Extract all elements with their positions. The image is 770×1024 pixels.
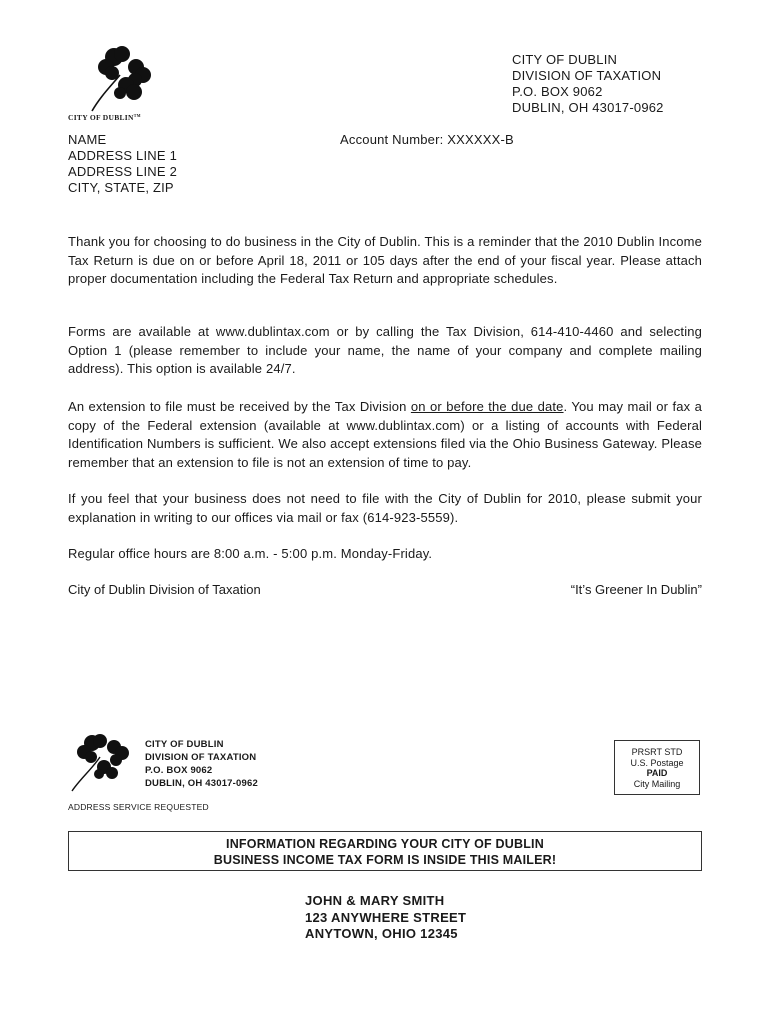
mailer-address-line: P.O. BOX 9062: [145, 765, 213, 776]
mailer-recipient-line: JOHN & MARY SMITH: [305, 893, 445, 908]
return-address-line: P.O. BOX 9062: [512, 84, 603, 99]
mailer-address-line: CITY OF DUBLIN: [145, 739, 224, 750]
extension-text-pre: An extension to file must be received by the Tax Division: [68, 399, 411, 414]
paragraph-office-hours: Regular office hours are 8:00 a.m. - 5:00 p.m. Monday-Friday.: [68, 546, 433, 561]
paragraph-extension: [68, 398, 702, 472]
signature-division: City of Dublin Division of Taxation: [68, 582, 261, 597]
return-address-line: DIVISION OF TAXATION: [512, 68, 662, 83]
paragraph-no-filing: If you feel that your business does not need to file with the City of Dublin for 2010, please submit your explanation in writing to our offices via mail or fax (614-923-5559).: [68, 491, 702, 525]
mailer-notice-box: [68, 831, 702, 871]
paragraph-reminder: Thank you for choosing to do business in the City of Dublin. This is a reminder that the 2010 Dublin Income Tax Return is due on or before April 18, 2011 or 105 days after the end of your fiscal year. Please attach proper documentation including the Federal Tax Return and appropriate schedules.: [68, 234, 702, 286]
recipient-address-line-2: ADDRESS LINE 2: [68, 164, 178, 179]
return-address: [512, 52, 664, 116]
mailer-address-line: DUBLIN, OH 43017-0962: [145, 778, 258, 789]
mailer-recipient-address: [305, 893, 466, 943]
mailer-recipient-line: ANYTOWN, OHIO 12345: [305, 926, 458, 941]
recipient-address-line-1: ADDRESS LINE 1: [68, 148, 178, 163]
recipient-city-state-zip: CITY, STATE, ZIP: [68, 180, 174, 195]
mailer-recipient-line: 123 ANYWHERE STREET: [305, 909, 467, 925]
address-service-requested: ADDRESS SERVICE REQUESTED: [68, 802, 209, 812]
signature-slogan: “It’s Greener In Dublin”: [570, 582, 702, 597]
notice-line: INFORMATION REGARDING YOUR CITY OF DUBLIN: [226, 837, 544, 851]
postage-indicia: [614, 740, 700, 795]
logo-caption-text: CITY OF DUBLIN: [68, 113, 134, 122]
postage-line: U.S. Postage: [630, 757, 684, 768]
extension-due-date-underline: on or before the due date: [410, 399, 564, 414]
recipient-name: NAME: [68, 132, 107, 147]
mailer-shamrock-logo-icon: [66, 733, 138, 793]
postage-line: PRSRT STD: [631, 747, 683, 757]
return-address-line: CITY OF DUBLIN: [512, 52, 618, 67]
paragraph-forms: Forms are available at www.dublintax.com or by calling the Tax Division, 614-410-4460 and selecting Option 1 (please remember to include your name, the name of your company and complete mailing address). This option is available 24/7.: [68, 324, 702, 376]
logo-trademark: TM: [133, 113, 141, 118]
mailer-return-address: [145, 738, 258, 790]
extension-text-post: . You may mail or fax a copy of the Federal extension (available at www.dublintax.com) or a listing of accounts with Federal Identification Numbers is sufficient. We also accept extensions filed via the Ohio Business Gateway. Please remember that an extension to file is not an extension of time to pay.: [68, 399, 702, 470]
account-number: Account Number: XXXXXX-B: [340, 132, 514, 147]
return-address-line: DUBLIN, OH 43017-0962: [512, 100, 664, 115]
mailer-address-line: DIVISION OF TAXATION: [145, 752, 257, 763]
logo-caption: [68, 113, 141, 122]
shamrock-logo-icon: [80, 45, 160, 113]
notice-line: BUSINESS INCOME TAX FORM IS INSIDE THIS MAILER!: [213, 853, 557, 867]
recipient-address-block: [68, 132, 177, 196]
postage-paid: PAID: [646, 768, 668, 778]
postage-line: City Mailing: [633, 778, 681, 789]
